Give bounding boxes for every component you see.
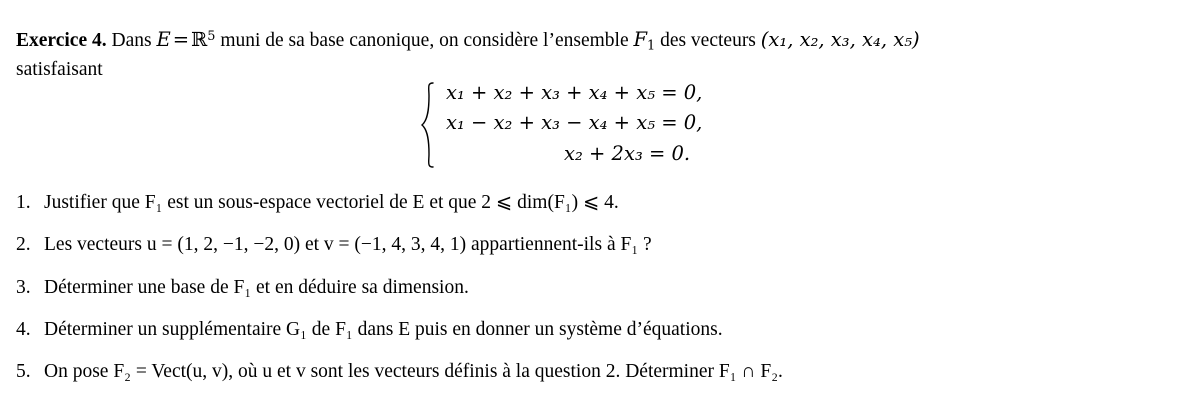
- question-number: 2.: [16, 234, 31, 256]
- question-text: Les vecteurs u = (1, 2, −1, −2, 0) et v = (−1, 4, 3, 4, 1) appartiennent-ils à F₁ ?: [44, 234, 652, 256]
- equation-2: x₁ − x₂ + x₃ − x₄ + x₅ = 0,: [446, 111, 703, 135]
- reals-symbol: ℝ$^5$: [191, 28, 216, 51]
- list-item: [16, 359, 1166, 384]
- equation-1: x₁ + x₂ + x₃ + x₄ + x₅ = 0,: [446, 81, 703, 104]
- list-item: [16, 275, 1166, 300]
- list-item: [16, 232, 1166, 257]
- intro-text-1: Dans: [111, 30, 157, 51]
- vector-tuple: (x₁, x₂, x₃, x₄, x₅): [760, 28, 920, 51]
- question-number: 3.: [16, 276, 31, 298]
- question-number: 4.: [16, 319, 31, 341]
- intro-text-3: des vecteurs: [655, 30, 761, 51]
- list-item: [16, 190, 1166, 215]
- intro-text-4: satisfaisant: [16, 59, 103, 81]
- exercise-intro: [16, 26, 1164, 85]
- intro-text-2: muni de sa base canonique, on considère l’ensemble: [215, 30, 634, 51]
- question-text: On pose F₂ = Vect(u, v), où u et v sont les vecteurs définis à la question 2. Déterminer F₁ ∩ F₂.: [44, 361, 783, 383]
- question-number: 1.: [16, 192, 31, 213]
- system-equations: [436, 82, 702, 164]
- equation-system: [420, 82, 702, 164]
- reals-exponent: 5: [207, 28, 216, 44]
- question-text: Déterminer un supplémentaire G₁ de F₁ dans E puis en donner un système d’équations.: [44, 319, 723, 341]
- question-text: Déterminer une base de F₁ et en déduire sa dimension.: [44, 276, 469, 298]
- set-E: E: [156, 28, 171, 51]
- system-brace: [420, 82, 436, 164]
- equals-sign: =: [172, 28, 190, 51]
- question-list: [16, 190, 1166, 402]
- question-number: 5.: [16, 361, 31, 383]
- list-item: [16, 317, 1166, 342]
- exercise-label: Exercice 4.: [16, 30, 107, 51]
- equation-3: x₂ + 2x₃ = 0.: [564, 141, 691, 165]
- subspace-F1: $F_1$: [633, 28, 656, 54]
- question-text: Justifier que F₁ est un sous-espace vectoriel de E et que 2 ⩽ dim(F₁) ⩽ 4.: [44, 192, 619, 213]
